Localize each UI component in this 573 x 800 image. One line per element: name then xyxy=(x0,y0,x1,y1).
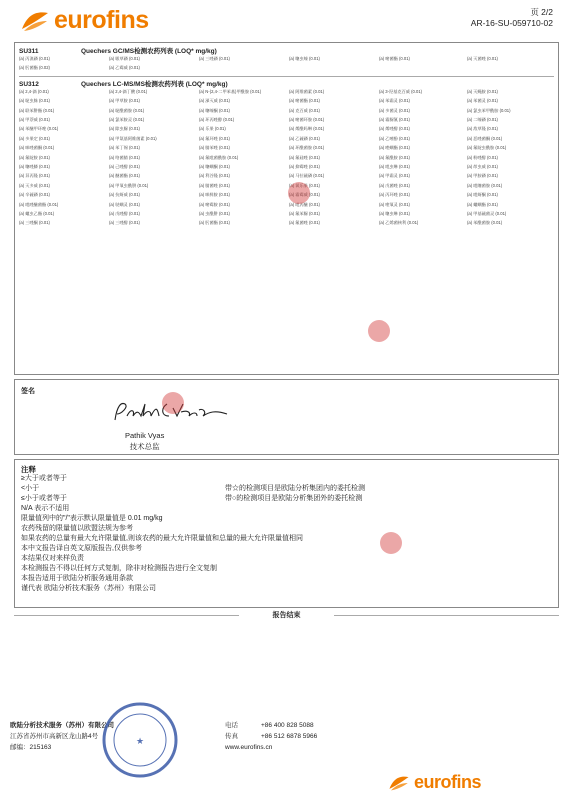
pesticide-cell: (a) 唑螨酯 (0.01) xyxy=(379,145,410,151)
pesticide-cell: (a) 氧乐果 (0.01) xyxy=(289,182,320,188)
footer-postcode: 邮编：215163 xyxy=(10,744,52,751)
pesticide-row xyxy=(19,211,554,218)
pesticide-cell: (a) 甲氨基阿维菌素 (0.01) xyxy=(109,135,157,141)
pesticide-cell: (a) 咪唑菌酮 (0.01) xyxy=(19,145,55,151)
note-line: 如果农药的总量有最大允许限量值,则该农药的最大允许限量值和总量的最大允许限量值相同 xyxy=(21,535,303,542)
section-header xyxy=(19,46,217,55)
pesticide-cell: (a) 三唑磷 (0.01) xyxy=(199,56,230,61)
pesticide-cell: (a) 咯菌腈 (0.01) xyxy=(109,154,140,160)
pesticide-cell: (a) 甲基硫菌灵 (0.01) xyxy=(467,211,507,216)
pesticide-cell: (a) 氟硅唑 (0.01) xyxy=(289,154,320,160)
pesticide-cell: (a) 霜霉威 (0.01) xyxy=(289,192,320,198)
pesticide-cell: (a) 噻唑膦 (0.01) xyxy=(19,164,50,169)
pesticide-cell: (a) 氟苯脲 (0.01) xyxy=(289,211,320,216)
section-divider xyxy=(19,76,554,77)
pesticide-cell: (a) 醚菌酯 (0.01) xyxy=(109,173,140,179)
pesticide-cell: (a) 2,4-滴丁酸 (0.01) xyxy=(109,88,148,94)
pesticide-cell: (a) 吡唑醚菌酯 (0.01) xyxy=(19,201,59,207)
note-line: 本报告适用于欧陆分析服务通用条款 xyxy=(21,575,133,582)
pesticide-cell: (a) 甲胺磷 (0.01) xyxy=(467,173,498,179)
pesticide-cell: (a) 烯唑醇 (0.01) xyxy=(379,126,410,132)
pesticide-cell: (a) 灭蝇胺 (0.01) xyxy=(467,88,498,94)
svg-text:★: ★ xyxy=(135,737,145,747)
note-line: N/A 表示不适用 xyxy=(21,505,70,512)
pesticide-cell: (a) 咪鲜胺 (0.01) xyxy=(199,192,230,198)
pesticide-cell: (a) 敌草隆 (0.01) xyxy=(467,126,498,132)
pesticide-cell: (a) 嘧菌酯 (0.01) xyxy=(379,56,410,61)
pesticide-cell: (a) 腈菌唑 (0.01) xyxy=(199,182,230,188)
pesticide-cell: (a) 氟菌唑 (0.01) xyxy=(289,220,320,226)
pesticide-row xyxy=(19,155,554,162)
note-line-right: 带☆的检测项目是欧陆分析集团内的委托检测 xyxy=(225,485,365,492)
pesticide-row xyxy=(19,164,554,171)
pesticide-cell: (a) 螺螨酯 (0.01) xyxy=(467,201,498,207)
pesticide-cell: (a) 腈苯唑 (0.01) xyxy=(199,145,230,151)
seal-icon xyxy=(160,390,186,416)
pesticide-cell: (a) 环丙唑醇 (0.01) xyxy=(199,117,235,122)
footer-logo-text: eurofins xyxy=(414,772,482,792)
seal-icon xyxy=(378,530,404,556)
eurofins-leaf-icon xyxy=(20,9,50,33)
pesticide-cell: (a) 哒螨灵 (0.01) xyxy=(109,201,140,207)
pesticide-cell: (a) 联苯肼酯 (0.01) xyxy=(19,107,55,113)
pesticide-cell: (a) 恶唑菌酮 (0.01) xyxy=(467,135,503,141)
note-line: 谨代表 欧陆分析技术服务（苏州）有限公司 xyxy=(21,585,156,592)
pesticide-cell: (a) 二嗪磷 (0.01) xyxy=(467,117,498,122)
note-line: ≥大于或者等于 xyxy=(21,475,67,482)
pesticide-cell: (a) 3-羟基克百威 (0.01) xyxy=(379,88,423,94)
pesticide-row xyxy=(19,126,554,133)
section-title: Quechers GC/MS检测农药列表 (LOQ* mg/kg) xyxy=(81,48,217,55)
pesticide-cell: (a) N-(2,4-二甲苯基)甲酰胺 (0.01) xyxy=(199,88,262,94)
pesticide-row xyxy=(19,136,554,143)
pesticide-cell: (a) 喹氧灵 (0.01) xyxy=(379,201,410,207)
pesticide-cell: (a) 阿维菌素 (0.01) xyxy=(289,88,325,94)
pesticide-cell: (a) 己唑醇 (0.01) xyxy=(109,164,140,169)
pesticide-cell: (a) 戊菌唑 (0.01) xyxy=(379,182,410,188)
pesticide-cell: (a) 肟菌酯 (0.02) xyxy=(19,65,50,71)
note-line-right: 带○的检测项目是欧陆分析集团外的委托检测 xyxy=(225,495,363,502)
pesticide-cell: (a) 丙环唑 (0.01) xyxy=(379,192,410,198)
website: www.eurofins.cn xyxy=(225,744,273,751)
pesticide-cell: (a) 吡丙醚 (0.01) xyxy=(289,201,320,207)
pesticide-row xyxy=(19,98,554,105)
pesticide-cell: (a) 乙烯菌核利 (0.01) xyxy=(379,220,419,226)
footer-company: 欧陆分析技术服务（苏州）有限公司 xyxy=(10,722,114,729)
pesticide-cell: (a) 噻嗪酮 (0.01) xyxy=(199,107,230,113)
pesticide-cell: (a) 苯丁锡 (0.01) xyxy=(109,145,140,151)
note-line: ≤小于或者等于 xyxy=(21,495,67,502)
pesticide-cell: (a) 氯苯胺灵 (0.01) xyxy=(109,117,145,122)
pesticide-cell: (a) 螺虫乙酯 (0.01) xyxy=(19,211,55,216)
pesticide-cell: (a) 氟环唑 (0.01) xyxy=(199,135,230,141)
pesticide-cell: (a) 甲草胺 (0.01) xyxy=(109,98,140,104)
pesticide-cell: (a) 多菌灵 (0.01) xyxy=(379,107,410,113)
pesticide-cell: (a) 抗蚜威 (0.01) xyxy=(109,192,140,198)
note-line: 本结果仅对来样负责 xyxy=(21,555,84,562)
pesticide-row xyxy=(19,108,554,115)
pesticide-row xyxy=(19,117,554,124)
pesticide-cell: (a) 马拉硫磷 (0.01) xyxy=(289,173,325,179)
pesticide-cell: (a) 嘧霉胺 (0.01) xyxy=(199,201,230,207)
signature-label: 签名 xyxy=(21,388,35,395)
note-line: 限量值列中的"/"表示默认限量值是 0.01 mg/kg xyxy=(21,515,163,522)
note-line: <小于 xyxy=(21,485,40,492)
pesticide-cell: (a) 辛硫磷 (0.01) xyxy=(19,192,50,198)
pesticide-cell: (a) 甲萘威 (0.01) xyxy=(19,117,50,122)
page-label: 页 2/2 xyxy=(530,7,553,17)
footer-contact xyxy=(225,720,317,753)
pesticide-cell: (a) 克百威 (0.01) xyxy=(289,107,320,113)
section-code: SU312 xyxy=(19,80,39,88)
pesticide-cell: (a) 噻螨酮 (0.01) xyxy=(199,164,230,169)
pesticide-cell: (a) 甲氧虫酰肼 (0.01) xyxy=(109,182,149,188)
fax-label: 传真 xyxy=(225,733,238,740)
pesticide-cell: (a) 乐果 (0.01) xyxy=(199,126,226,132)
pesticide-cell: (a) 氟吡菌酰胺 (0.01) xyxy=(199,154,239,160)
pesticide-row xyxy=(19,145,554,152)
pesticide-cell: (a) 丙溴磷 (0.01) xyxy=(19,56,50,61)
pesticide-row xyxy=(19,65,554,72)
pesticide-cell: (a) 霜脲氰 (0.01) xyxy=(379,117,410,122)
pesticide-cell: (a) 啶酰菌胺 (0.01) xyxy=(109,107,145,113)
pesticide-list-box xyxy=(14,42,559,375)
pesticide-cell: (a) 氟啶虫酰胺 (0.01) xyxy=(467,145,507,151)
pesticide-cell: (a) 哌草磷 (0.01) xyxy=(109,56,140,61)
pesticide-cell: (a) 氯虫苯甲酰胺 (0.01) xyxy=(467,107,511,113)
tel-label: 电话 xyxy=(225,722,238,729)
pesticide-cell: (a) 环酰菌胺 (0.01) xyxy=(289,145,325,151)
report-end: 报告结束 xyxy=(272,612,301,619)
section-title: Quechers LC-MS/MS检测农药列表 (LOQ* mg/kg) xyxy=(81,80,228,88)
signer-title: 技术总监 xyxy=(129,442,160,451)
signer-name: Pathik Vyas xyxy=(125,431,165,440)
pesticide-cell: (a) 乙霉威 (0.01) xyxy=(109,65,140,71)
pesticide-cell: (a) 乙硫磷 (0.01) xyxy=(289,135,320,141)
pesticide-cell: (a) 噻虫啉 (0.01) xyxy=(379,211,410,216)
pesticide-cell: (a) 灭多威 (0.01) xyxy=(19,182,50,188)
pesticide-cell: (a) 苯菌灵 (0.01) xyxy=(467,98,498,104)
pesticide-cell: (a) 茚虫威 (0.01) xyxy=(467,164,498,169)
pesticide-cell: (a) 吡噻菌胺 (0.01) xyxy=(467,182,503,188)
eurofins-leaf-icon xyxy=(388,774,410,792)
company-stamp xyxy=(100,700,180,780)
pesticide-row xyxy=(19,56,554,63)
pesticide-cell: (a) 乙嘧酚 (0.01) xyxy=(379,135,410,141)
pesticide-cell: (a) 嘧菌环胺 (0.01) xyxy=(289,117,325,122)
note-line: 农药残留的限量值以欧盟法规为参考 xyxy=(21,525,133,532)
pesticide-cell: (a) 苯酰菌胺 (0.01) xyxy=(467,220,503,226)
pesticide-cell: (a) 吡虫啉 (0.01) xyxy=(379,164,410,169)
report-number: AR-16-SU-059710-02 xyxy=(470,18,553,28)
pesticide-cell: (a) 苯醚甲环唑 (0.01) xyxy=(19,126,59,132)
pesticide-cell: (a) 嘧菌酯 (0.01) xyxy=(289,98,320,104)
logo-text: eurofins xyxy=(54,6,149,34)
pesticide-cell: (a) 氟酰胺 (0.01) xyxy=(379,154,410,160)
section-header xyxy=(19,79,228,88)
pesticide-cell: (a) 甲霜灵 (0.01) xyxy=(379,173,410,179)
signature-box xyxy=(14,379,559,455)
pesticide-cell: (a) 氟啶胺 (0.01) xyxy=(19,154,50,160)
seal-icon xyxy=(366,318,392,344)
page-info xyxy=(471,7,553,29)
pesticide-cell: (a) 多果定 (0.01) xyxy=(19,135,50,141)
seal-icon xyxy=(286,180,312,206)
note-line: 本中文报告译自英文原版报告,仅供参考 xyxy=(21,545,142,552)
notes-box xyxy=(14,459,559,608)
note-line: 本检测报告不得以任何方式复制，除非对检测报告进行全文复制 xyxy=(21,565,217,572)
pesticide-cell: (a) 戊唑醇 (0.01) xyxy=(109,211,140,216)
pesticide-row xyxy=(19,220,554,227)
tel-value: +86 400 828 5088 xyxy=(261,722,314,729)
pesticide-cell: (a) 利谷隆 (0.01) xyxy=(199,173,230,179)
pesticide-cell: (a) 除虫脲 (0.01) xyxy=(109,126,140,132)
pesticide-cell: (a) 吡蚜酮 (0.01) xyxy=(467,192,498,198)
section-code: SU311 xyxy=(19,48,39,55)
signer-block xyxy=(125,430,164,452)
footer-street: 江苏省苏州市高新区龙山路4号 xyxy=(10,733,99,740)
pesticide-cell: (a) 肟菌酯 (0.01) xyxy=(199,220,230,226)
pesticide-cell: (a) 烯酰吗啉 (0.01) xyxy=(289,126,325,132)
footer-address xyxy=(10,720,114,753)
pesticide-cell: (a) 2,4-滴 (0.01) xyxy=(19,88,49,94)
eurofins-logo xyxy=(20,6,149,35)
pesticide-cell: (a) 苯霜灵 (0.01) xyxy=(379,98,410,104)
pesticide-cell: (a) 噻虫嗪 (0.01) xyxy=(289,56,320,61)
notes-title: 注释 xyxy=(21,465,36,474)
pesticide-cell: (a) 灭菌唑 (0.01) xyxy=(467,56,498,61)
pesticide-cell: (a) 三唑醇 (0.01) xyxy=(109,220,140,226)
divider-right xyxy=(334,615,559,616)
pesticide-cell: (a) 啶虫脒 (0.01) xyxy=(19,98,50,104)
footer-logo xyxy=(388,772,481,793)
pesticide-cell: (a) 涕灭威 (0.01) xyxy=(199,98,230,104)
pesticide-cell: (a) 粉唑醇 (0.01) xyxy=(467,154,498,160)
pesticide-cell: (a) 三唑酮 (0.01) xyxy=(19,220,50,226)
pesticide-row xyxy=(19,89,554,96)
pesticide-cell: (a) 虫酰肼 (0.01) xyxy=(199,211,230,216)
fax-value: +86 512 6878 5966 xyxy=(261,733,318,740)
pesticide-cell: (a) 异丙隆 (0.01) xyxy=(19,173,50,179)
pesticide-cell: (a) 抑霉唑 (0.01) xyxy=(289,164,320,169)
